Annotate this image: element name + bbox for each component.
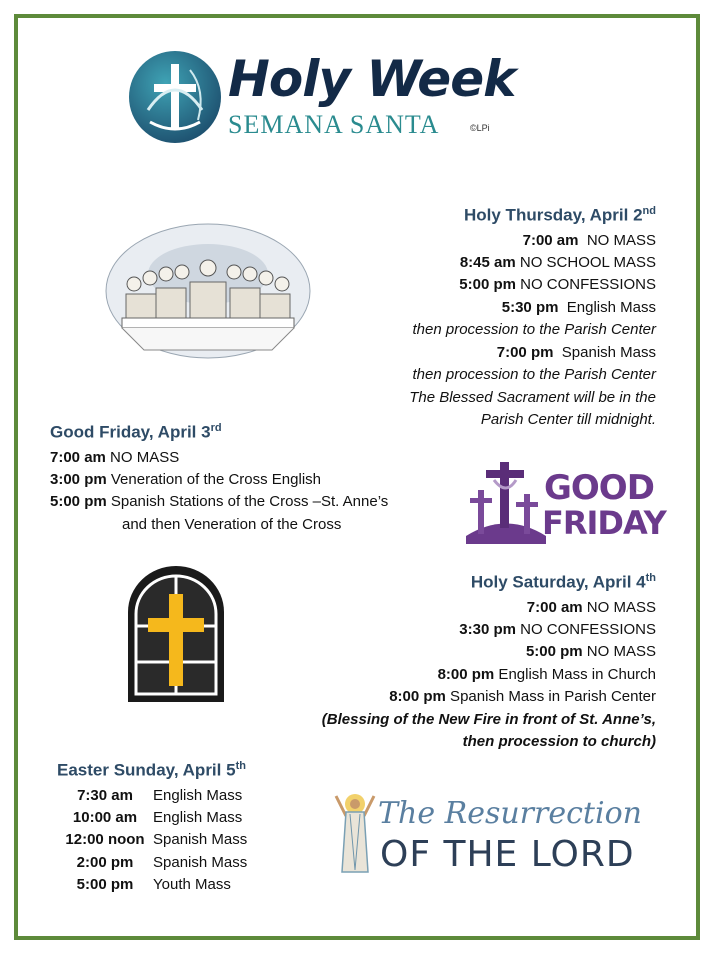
schedule-row: 2:00 pm Spanish Mass [76, 853, 248, 871]
good-friday-section [50, 422, 450, 536]
schedule-row: 10:00 am English Mass [72, 809, 243, 827]
holy-thursday-section [256, 205, 656, 431]
schedule-line: 5:00 pm NO CONFESSIONS [459, 276, 656, 294]
good-friday-heading: Good Friday, April 3rd [50, 422, 222, 442]
schedule-note: The Blessed Sacrament will be in the [409, 388, 656, 406]
easter-sunday-section [57, 760, 337, 897]
schedule-note: then procession to the Parish Center [412, 321, 656, 339]
schedule-row: 5:00 pm Youth Mass [76, 876, 231, 894]
schedule-line: 7:00 am NO MASS [526, 598, 656, 616]
cross-window-icon [128, 566, 224, 702]
schedule-line: 3:30 pm NO CONFESSIONS [459, 621, 656, 639]
schedule-note: (Blessing of the New Fire in front of St. Anne’s, [321, 710, 656, 728]
page-title: Holy Week [228, 50, 516, 108]
schedule-line: 7:00 am NO MASS [50, 448, 180, 466]
copyright-label: ©LPi [470, 123, 490, 133]
schedule-note: then procession to church) [462, 733, 656, 751]
schedule-line: 3:00 pm Veneration of the Cross English [50, 471, 321, 489]
crosses-illustration [466, 456, 546, 544]
schedule-line: 8:45 am NO SCHOOL MASS [459, 254, 656, 272]
schedule-line: 5:30 pm English Mass [501, 298, 656, 316]
schedule-note: Parish Center till midnight. [480, 410, 656, 428]
holy-week-logo-icon [128, 50, 222, 144]
schedule-line: 7:00 am NO MASS [522, 231, 656, 249]
good-friday-art-text: GOOD [544, 468, 654, 508]
schedule-row: 7:30 am English Mass [77, 786, 243, 804]
good-friday-art-text: FRIDAY [542, 504, 666, 542]
schedule-line: 8:00 pm English Mass in Church [437, 665, 656, 683]
resurrection-art-text: The Resurrection [378, 796, 642, 831]
schedule-line: 5:00 pm NO MASS [525, 643, 656, 661]
easter-sunday-heading: Easter Sunday, April 5th [57, 760, 246, 780]
schedule-line: and then Veneration of the Cross [122, 515, 342, 533]
holy-saturday-heading: Holy Saturday, April 4th [470, 572, 656, 592]
page-subtitle: SEMANA SANTA [228, 110, 440, 139]
resurrection-art-text: OF THE LORD [380, 834, 635, 875]
risen-christ-icon [332, 792, 378, 874]
schedule-line: 7:00 pm Spanish Mass [496, 343, 656, 361]
schedule-note: then procession to the Parish Center [412, 366, 656, 384]
schedule-line: 8:00 pm Spanish Mass in Parish Center [389, 688, 656, 706]
holy-thursday-heading: Holy Thursday, April 2nd [464, 205, 656, 225]
holy-saturday-section [236, 572, 656, 754]
schedule-line: 5:00 pm Spanish Stations of the Cross –St. Anne’s [50, 493, 389, 511]
schedule-row: 12:00 noon Spanish Mass [65, 831, 248, 849]
